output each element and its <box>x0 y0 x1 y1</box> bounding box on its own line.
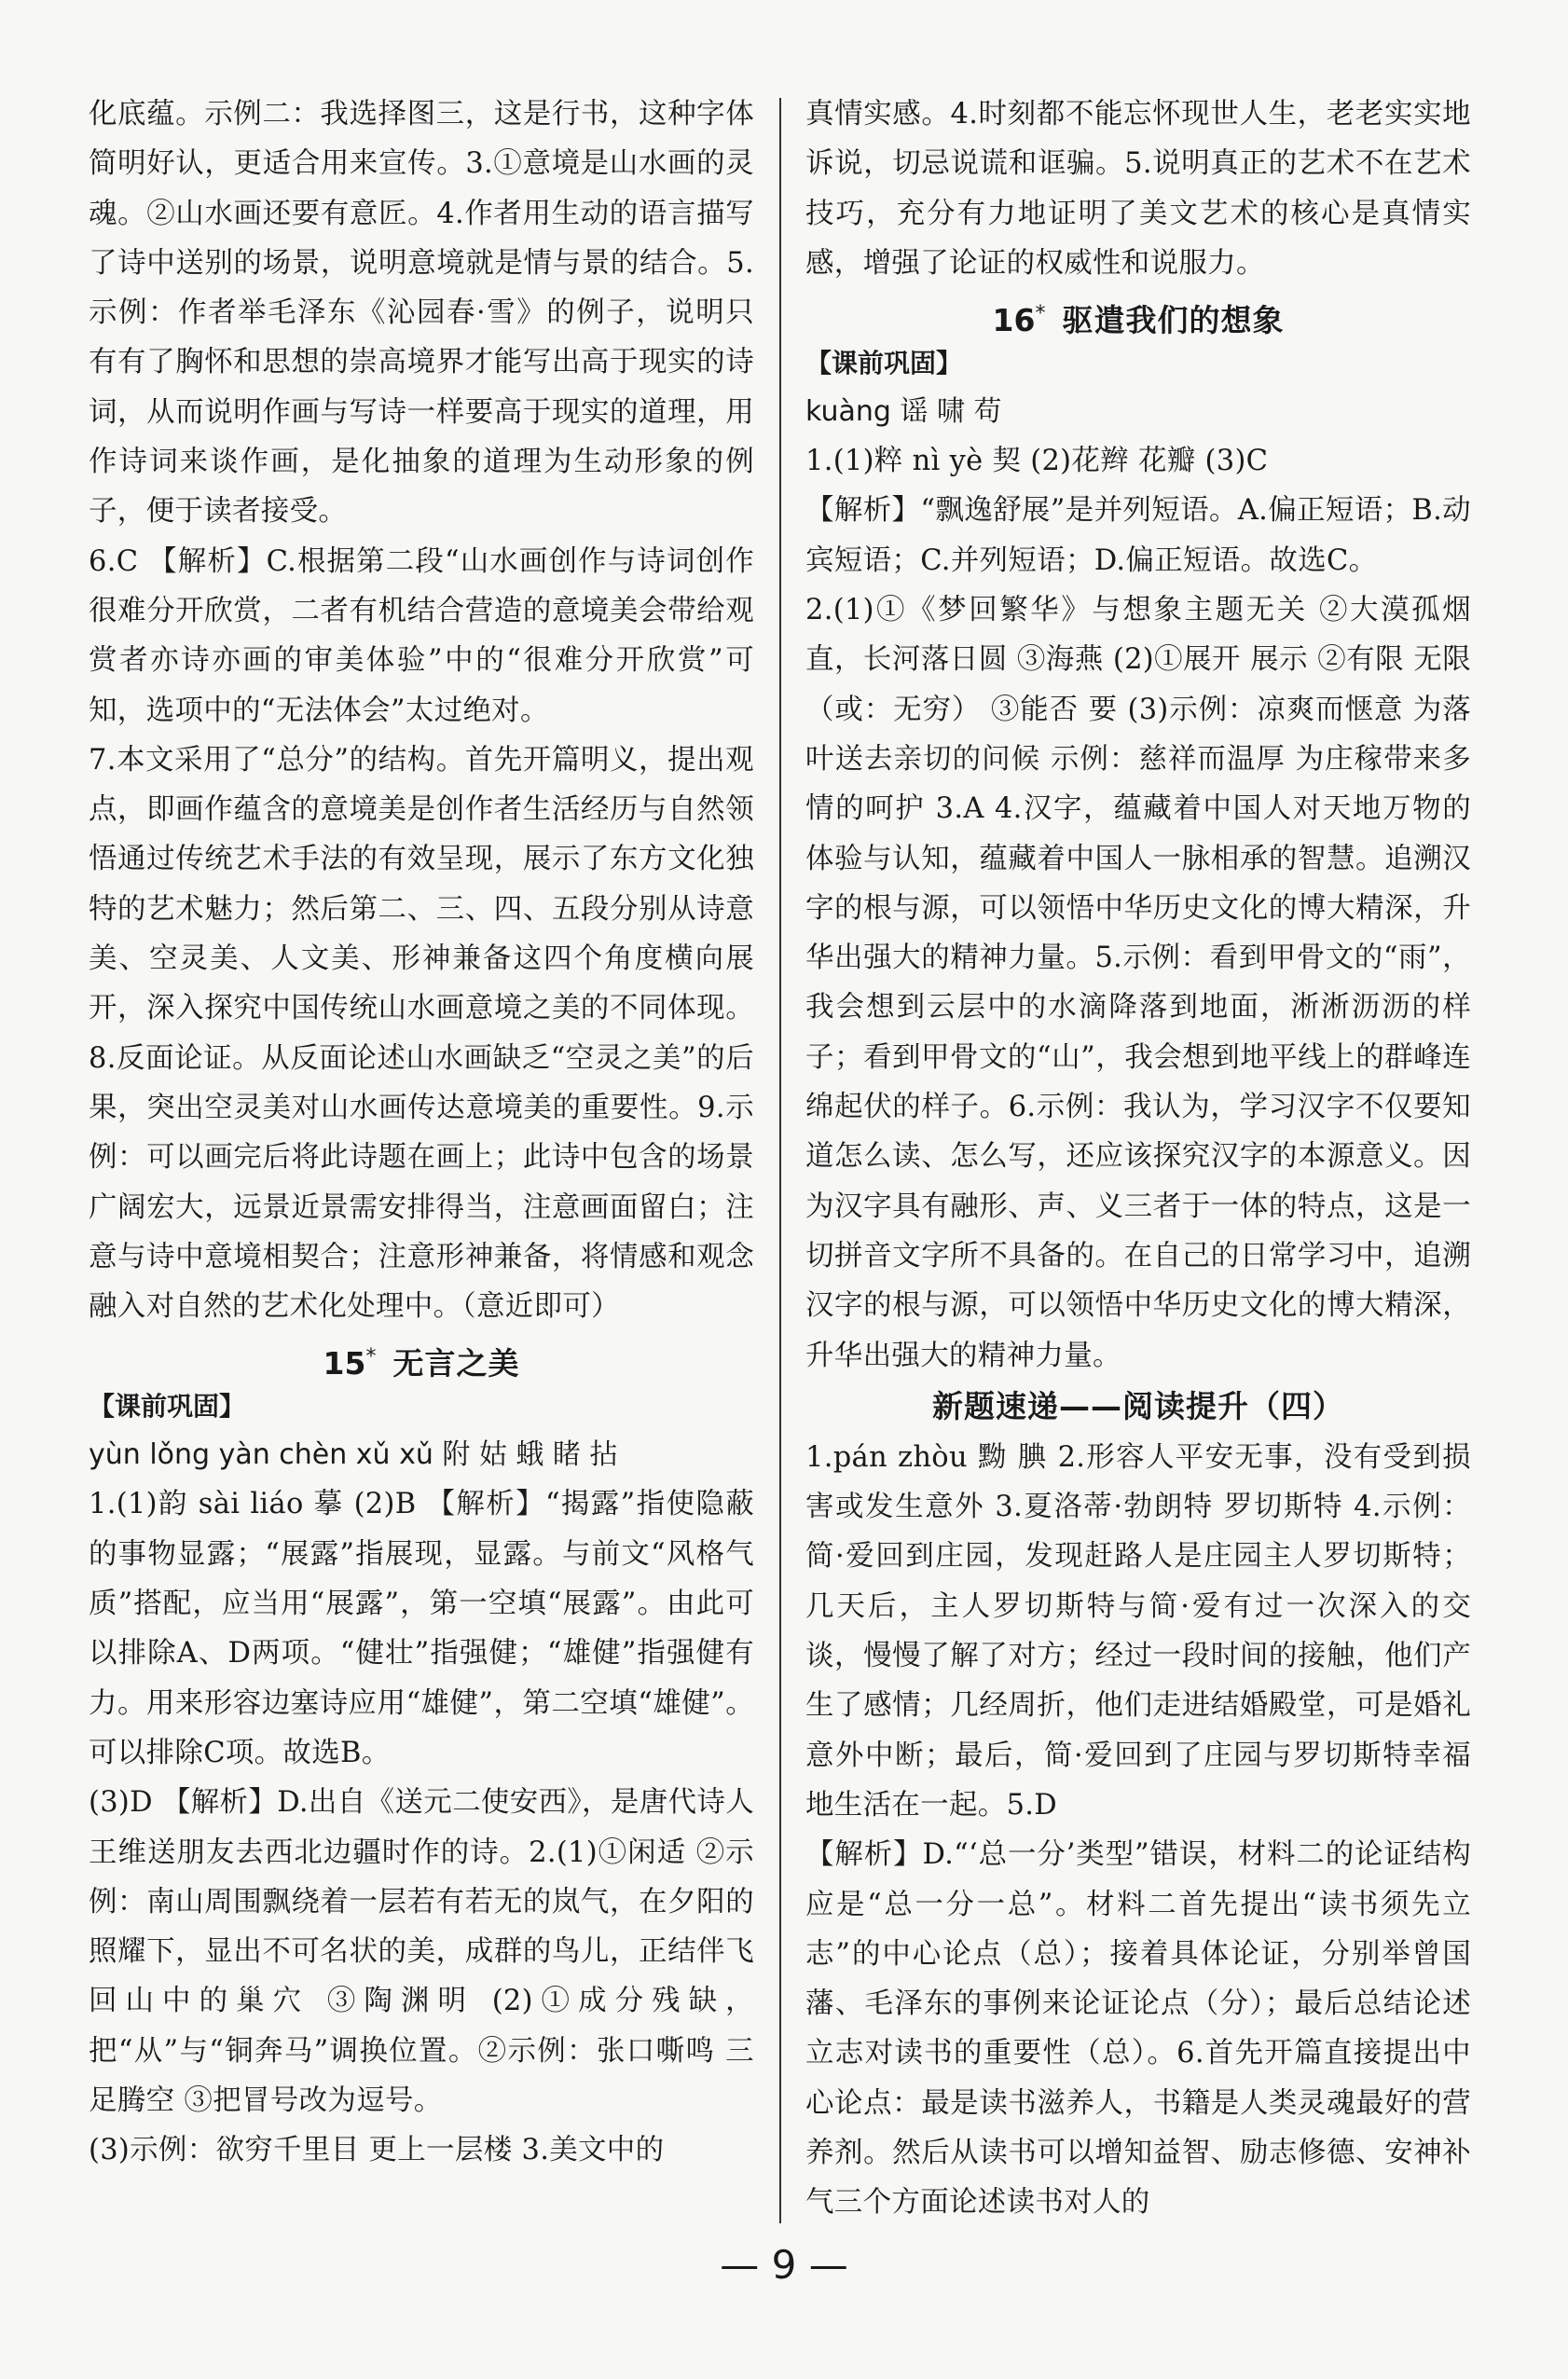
lesson-15-heading <box>89 1331 754 1383</box>
answer-paragraph: 化底蕴。示例二：我选择图三，这是行书，这种字体简明好认，更适合用来宣传。3.①意境是山水画的灵魂。②山水画还要有意匠。4.作者用生动的语言描写了诗中送别的场景，说明意境就是情与景的结合。5.示例：作者举毛泽东《沁园春·雪》的例子，说明只有有了胸怀和思想的崇高境界才能写出高于现实的诗词，从而说明作画与写诗一样要高于现实的道理，用作诗词来谈作画，是化抽象的道理为生动形象的例子，便于读者接受。 <box>89 98 754 529</box>
star-mark: * <box>365 1345 377 1369</box>
star-mark: * <box>1035 302 1046 326</box>
answer-paragraph: 2.(1)①《梦回繁华》与想象主题无关 ②大漠孤烟直，长河落日圆 ③海燕 (2)①展开 展示 ②有限 无限（或：无穷） ③能否 要 (3)示例：凉爽而惬意 为落叶送去亲切的问候 示例：慈祥而温厚 为庄稼带来多情的呵护 3.A 4.汉字，蕴藏着中国人对天地万物的体验与认知，蕴藏着中国人一脉相承的智慧。追溯汉字的根与源，可以领悟中华历史文化的博大精深，升华出强大的精神力量。5.示例：看到甲骨文的“雨”，我会想到云层中的水滴降落到地面，淅淅沥沥的样子；看到甲骨文的“山”，我会想到地平线上的群峰连绵起伏的样子。6.示例：我认为，学习汉字不仅要知道怎么读、怎么写，还应该探究汉字的本源意义。因为汉字具有融形、声、义三者于一体的特点，这是一切拼音文字所不具备的。在自己的日常学习中，追溯汉字的根与源，可以领悟中华历史文化的博大精深，升华出强大的精神力量。 <box>805 594 1471 1372</box>
lesson-number: 15 <box>323 1345 366 1382</box>
lesson-number: 16 <box>992 302 1036 339</box>
lesson-16-heading <box>805 288 1471 340</box>
answer-paragraph: 1.(1)粹 nì yè 契 (2)花辫 花瓣 (3)C <box>805 445 1269 478</box>
pinyin-line: yùn lǒng yàn chèn xǔ xǔ 附 姑 蛾 睹 拈 <box>89 1438 618 1472</box>
right-column <box>805 89 1471 2228</box>
section-title: 新题速递——阅读提升（四） <box>932 1387 1344 1424</box>
answer-paragraph: (3)示例：欲穷千里目 更上一层楼 3.美文中的 <box>89 2134 665 2167</box>
reading-section-heading <box>805 1381 1471 1433</box>
answer-paragraph: 7.本文采用了“总分”的结构。首先开篇明义，提出观点，即画作蕴含的意境美是创作者生活经历与自然领悟通过传统艺术手法的有效呈现，展示了东方文化独特的艺术魅力；然后第二、三、四、五段分别从诗意美、空灵美、人文美、形神兼备这四个角度横向展开，深入探究中国传统山水画意境之美的不同体现。8.反面论证。从反面论述山水画缺乏“空灵之美”的后果，突出空灵美对山水画传达意境美的重要性。9.示例：可以画完后将此诗题在画上；此诗中包含的场景广阔宏大，远景近景需安排得当，注意画面留白；注意与诗中意境相契合；注意形神兼备，将情感和观念融入对自然的艺术化处理中。（意近即可） <box>89 743 754 1324</box>
answer-paragraph: 真情实感。4.时刻都不能忘怀现世人生，老老实实地诉说，切忌说谎和诓骗。5.说明真正的艺术不在艺术技巧，充分有力地证明了美文艺术的核心是真情实感，增强了论证的权威性和说服力。 <box>805 98 1471 280</box>
answer-paragraph: 【解析】“飘逸舒展”是并列短语。A.偏正短语；B.动宾短语；C.并列短语；D.偏正短语。故选C。 <box>805 494 1471 577</box>
answer-paragraph: 1.(1)韵 sài liáo 摹 (2)B 【解析】“揭露”指使隐蔽的事物显露；“展露”指展现，显露。与前文“风格气质”搭配，应当用“展露”，第一空填“展露”。由此可以排除A、D两项。“健壮”指强健；“雄健”指强健有力。用来形容边塞诗应用“雄健”，第二空填“雄健”。可以排除C项。故选B。 <box>89 1488 754 1769</box>
lesson-title: 驱遣我们的想象 <box>1062 302 1285 339</box>
section-tag: 【课前巩固】 <box>805 348 963 379</box>
pinyin-line: kuàng 谣 啸 苟 <box>805 395 1002 429</box>
left-column <box>89 89 754 2176</box>
answer-paragraph: (3)D 【解析】D.出自《送元二使安西》，是唐代诗人王维送朋友去西北边疆时作的诗。2.(1)①闲适 ②示例：南山周围飘绕着一层若有若无的岚气，在夕阳的照耀下，显出不可名状的美，成群的鸟儿，正结伴飞回山中的巢穴 ③陶渊明 (2)①成分残缺，把“从”与“铜奔马”调换位置。②示例：张口嘶鸣 三足腾空 ③把冒号改为逗号。 <box>89 1786 754 2117</box>
answer-paragraph: 【解析】D.“‘总一分’类型”错误，材料二的论证结构应是“总一分一总”。材料二首先提出“读书须先立志”的中心论点（总）；接着具体论证，分别举曾国藩、毛泽东的事例来论证论点（分）；最后总结论述立志对读书的重要性（总）。6.首先开篇直接提出中心论点：最是读书滋养人，书籍是人类灵魂最好的营养剂。然后从读书可以增知益智、励志修德、安神补气三个方面论述读书对人的 <box>805 1838 1471 2220</box>
answer-paragraph: 6.C 【解析】C.根据第二段“山水画创作与诗词创作很难分开欣赏，二者有机结合营造的意境美会带给观赏者亦诗亦画的审美体验”中的“很难分开欣赏”可知，选项中的“无法体会”太过绝对。 <box>89 544 754 727</box>
answer-paragraph: 1.pán zhòu 黝 腆 2.形容人平安无事，没有受到损害或发生意外 3.夏洛蒂·勃朗特 罗切斯特 4.示例：简·爱回到庄园，发现赶路人是庄园主人罗切斯特；几天后，主人罗切斯特与简·爱有过一次深入的交谈，慢慢了解了对方；经过一段时间的接触，他们产生了感情；几经周折，他们走进结婚殿堂，可是婚礼意外中断；最后，简·爱回到了庄园与罗切斯特幸福地生活在一起。5.D <box>805 1440 1471 1822</box>
section-tag: 【课前巩固】 <box>89 1391 246 1423</box>
page-number: — 9 — <box>720 2242 848 2288</box>
lesson-title: 无言之美 <box>392 1345 520 1382</box>
column-divider <box>779 98 781 2223</box>
